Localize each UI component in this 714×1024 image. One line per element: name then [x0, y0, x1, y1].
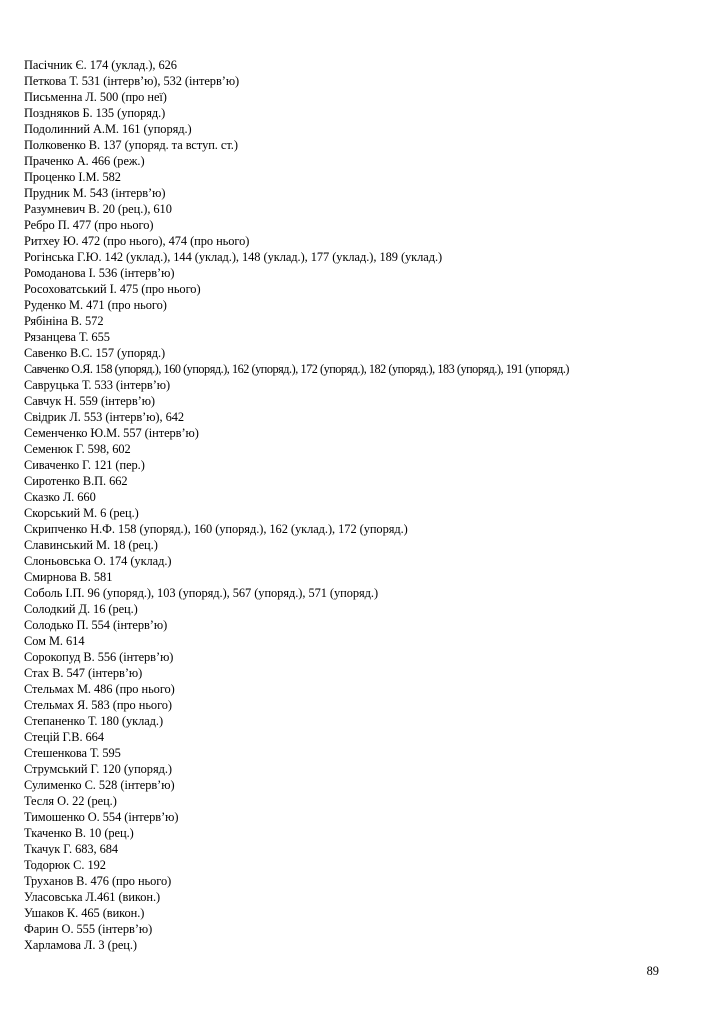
- index-entry: Ушаков К. 465 (викон.): [24, 906, 145, 920]
- index-entry: Славинський М. 18 (рец.): [24, 538, 158, 552]
- index-entry: Ребро П. 477 (про нього): [24, 218, 154, 232]
- index-entry: Семенюк Г. 598, 602: [24, 442, 131, 456]
- index-entry: Поздняков Б. 135 (упоряд.): [24, 106, 166, 120]
- index-entry: Стельмах Я. 583 (про нього): [24, 698, 173, 712]
- index-entry: Солодкий Д. 16 (рец.): [24, 602, 138, 616]
- index-entry: Савенко В.С. 157 (упоряд.): [24, 346, 166, 360]
- index-entry: Ткаченко В. 10 (рец.): [24, 826, 134, 840]
- index-entry: Ткачук Г. 683, 684: [24, 842, 119, 856]
- index-entry: Пасічник Є. 174 (уклад.), 626: [24, 58, 177, 72]
- index-entry: Сказко Л. 660: [24, 490, 96, 504]
- index-entry: Руденко М. 471 (про нього): [24, 298, 167, 312]
- index-entry: Полковенко В. 137 (упоряд. та вступ. ст.): [24, 138, 238, 152]
- index-entry: Харламова Л. 3 (рец.): [24, 938, 138, 952]
- index-entry: Струмський Г. 120 (упоряд.): [24, 762, 172, 776]
- index-entry: Ритхеу Ю. 472 (про нього), 474 (про нього): [24, 234, 250, 248]
- index-entry: Стельмах М. 486 (про нього): [24, 682, 175, 696]
- index-entry: Стешенкова Т. 595: [24, 746, 121, 760]
- index-entry: Стецій Г.В. 664: [24, 730, 104, 744]
- index-entry: Стах В. 547 (інтерв’ю): [24, 666, 143, 680]
- index-entry: Степаненко Т. 180 (уклад.): [24, 714, 164, 728]
- index-entry: Соболь І.П. 96 (упоряд.), 103 (упоряд.), 567 (упоряд.), 571 (упоряд.): [24, 586, 379, 600]
- index-entry: Ромоданова І. 536 (інтерв’ю): [24, 266, 175, 280]
- index-entry: Свідрик Л. 553 (інтерв’ю), 642: [24, 410, 185, 424]
- index-entry: Рябініна В. 572: [24, 314, 104, 328]
- index-entry: Прудник М. 543 (інтерв’ю): [24, 186, 166, 200]
- index-entry: Рязанцева Т. 655: [24, 330, 110, 344]
- index-entry: Солодько П. 554 (інтерв’ю): [24, 618, 168, 632]
- index-entry: Тодорюк С. 192: [24, 858, 106, 872]
- index-entry: Скрипченко Н.Ф. 158 (упоряд.), 160 (упоряд.), 162 (уклад.), 172 (упоряд.): [24, 522, 408, 536]
- index-entry: Праченко А. 466 (реж.): [24, 154, 145, 168]
- index-entry: Скорський М. 6 (рец.): [24, 506, 139, 520]
- name-index-list: [24, 57, 704, 953]
- index-entry: Письменна Л. 500 (про неї): [24, 90, 167, 104]
- index-entry: Уласовська Л.461 (викон.): [24, 890, 161, 904]
- index-entry: Росоховатський І. 475 (про нього): [24, 282, 201, 296]
- index-entry: Сиротенко В.П. 662: [24, 474, 128, 488]
- index-entry: Петкова Т. 531 (інтерв’ю), 532 (інтерв’ю): [24, 74, 240, 88]
- index-entry: Рогінська Г.Ю. 142 (уклад.), 144 (уклад.), 148 (уклад.), 177 (уклад.), 189 (уклад.): [24, 250, 443, 264]
- page-number: 89: [646, 964, 659, 978]
- index-entry: Тесля О. 22 (рец.): [24, 794, 117, 808]
- index-entry: Семенченко Ю.М. 557 (інтерв’ю): [24, 426, 199, 440]
- index-entry: Разумневич В. 20 (рец.), 610: [24, 202, 172, 216]
- index-entry: Савруцька Т. 533 (інтерв’ю): [24, 378, 171, 392]
- index-entry: Тимошенко О. 554 (інтерв’ю): [24, 810, 179, 824]
- index-entry: Труханов В. 476 (про нього): [24, 874, 172, 888]
- index-entry: Савченко О.Я. 158 (упоряд.), 160 (упоряд.), 162 (упоряд.), 172 (упоряд.), 182 (упоряд.), 183 (упоряд.), 191 (упоряд.): [24, 362, 570, 376]
- index-entry: Сом М. 614: [24, 634, 85, 648]
- index-entry: Фарин О. 555 (інтерв’ю): [24, 922, 153, 936]
- index-entry: Проценко І.М. 582: [24, 170, 121, 184]
- index-entry: Сиваченко Г. 121 (пер.): [24, 458, 145, 472]
- index-entry: Слоньовська О. 174 (уклад.): [24, 554, 172, 568]
- index-entry: Подолинний А.М. 161 (упоряд.): [24, 122, 192, 136]
- index-entry: Сулименко С. 528 (інтерв’ю): [24, 778, 175, 792]
- index-entry: Смирнова В. 581: [24, 570, 113, 584]
- index-entry: Савчук Н. 559 (інтерв’ю): [24, 394, 155, 408]
- index-entry: Сорокопуд В. 556 (інтерв’ю): [24, 650, 174, 664]
